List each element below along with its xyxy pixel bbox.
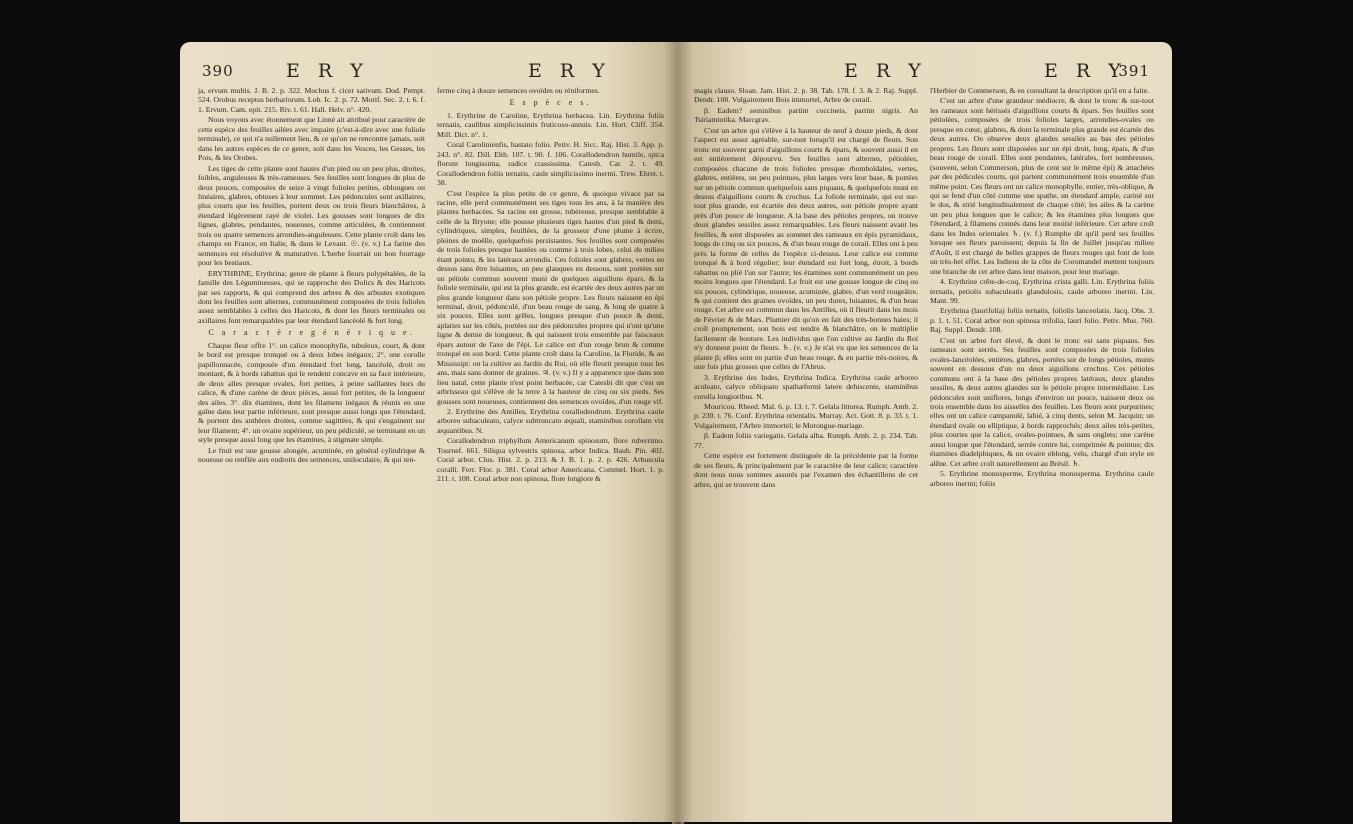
- paragraph: 3. Erythrine des Indes, Erythrina Indica. Erythrina caule arboreo aculeato, calyce obliquato spathæformi latere dehiscente, staminibus corolla longioribus. N.: [694, 372, 918, 401]
- paragraph: ferme cinq à douze semences ovoïdes ou réniformes.: [437, 86, 600, 95]
- paragraph: Erythrina (laurifolia) foliis ternatis, foliolis lanceolatis. Jacq. Obs. 3. p. 1. t. 51. Coral arbor non spinosa trifolia, lauri folio. Petiv. Mus. 760. Raj. Suppl. Dendr. 108.: [930, 306, 1154, 335]
- paragraph: C'est un arbre d'une grandeur médiocre, & dont le tronc & sur-tout les rameaux sont hérissés d'aiguillons courts & épars. Ses feuilles sont pétiolées, composées de trois folioles larges, arrondies-ovales ou presque en cœur, glabres, & dont la terminale plus grande est écartée des deux autres. On observe deux glandes sessiles au bas des pétioles propres. Les fleurs sont disposées sur un épi droit, long, épais, & d'un beau rouge de corail. Elles sont pendantes, latérales, fort nombreuses, (souvent, selon Commerson, plus de cent sur le même épi) & attachées par des pédicules courts, qui partent communément trois ensemble d'un même point. Ces fleurs ont un calice monophylle, entier, très-oblique, & qui se fend d'un côté comme une spathe, un étendard ample, cariné sur le dos, & strié longitudinalement de chaque côté; les ailes & la carène un peu plus longues que le calice; & les étamines plus longues que l'étendard, à filamens connés dans leur moitié inférieure. Cet arbre croît dans les Indes orientales ♄. (v. f.) Rumphe dit qu'il perd ses feuilles lorsque ses fleurs paroissent; depuis la fin de Juillet jusqu'au milieu d'Août, il est chargé de belles grappes de fleurs rouges qui font de loin un très-bel effet. Les Indiens de la côte de Coromandel mettent toujours une branche de cet arbre dans leur maison, pour leur mariage.: [930, 96, 1154, 276]
- paragraph: Chaque fleur offre 1°. un calice monophylle, tubuleux, court, & dont le bord est presque tronqué ou à deux lobes inégaux; 2°. une corolle papillonnacée, composée d'un étendard fort long, lancéolé, droit ou montant, & à bords rabattus qui le rendent concave en sa face intérieure, de deux ailes presque ovales, fort petites, à peine saillantes hors du calice, & d'une carène de deux pièces, aussi fort petites, de la longueur des ailes. 3°. dix étamines, dont les filamens inégaux & réunis en une gaîne dans leur partie inférieure, sont presque aussi longs que l'étendard, & portent des anthères droites, comme sagittées, & qui s'engainent sur leur filament; 4°. un ovaire supérieur, un peu pédiculé, se terminant en un style presque aussi long que les étamines, à stigmate simple.: [198, 340, 425, 445]
- left-page: [180, 42, 678, 822]
- paragraph: ja, ervum multis. J. B. 2. p. 322. Mochus f. cicer sativum. Dod. Pempt. 524. Orobus receptus herbariorum. Lob. Ic. 2. p. 72. Morif. Sec. 2. t. 6. f. 1. Ervum. Cam. epit. 215. Riv. t. 61. Hall. Helv. n°. 420.: [198, 86, 425, 114]
- paragraph: Mouricou. Rheed. Mal. 6. p. 13. t. 7. Gelala littorea. Rumph. Amb. 2. p. 230. t. 76. Conf. Erythrina orientalis. Murray. Act. Gott. 8. p. 33. t. 1. Vulgairement, l'Arbre immortel; le Morongue-mariage.: [694, 401, 918, 430]
- paragraph: magis clauso. Sloan. Jam. Hist. 2. p. 38. Tab. 178. f. 3. & 2. Raj. Suppl. Dendr. 108. Vulgairement Bois immortel, Arbre de corail.: [694, 86, 918, 105]
- paragraph: β. Eadem? seminibus partim coccineis, partim nigris. An Tsiriamtotika. Marcgrav.: [694, 105, 918, 125]
- page-number-right: 391: [1118, 62, 1150, 80]
- section-heading: C a r a c t è r e g é n é r i q u e.: [208, 328, 415, 338]
- page-number-left: 390: [202, 62, 234, 80]
- paragraph: β. Eadem foliis variegatis. Gelala alba. Rumph. Amb. 2. p. 234. Tab. 77.: [694, 431, 918, 450]
- running-head: E R Y: [286, 60, 369, 82]
- paragraph: Les tiges de cette plante sont hautes d'un pied ou un peu plus, droites, foibles, anguleuses & très-rameuses. Ses feuilles sont longues de plus de deux pouces, composées de seize à vingt folioles petites, oblongues ou linéaires, glabres, obtuses à leur sommet. Les pédoncules sont axillaires, plus courts que les feuilles, portent deux ou trois fleurs blanchâtres, à étendard légèrement rayé de violet. Les gousses sont longues de dix lignes, glabres, pendantes, noueuses, comme articulées, & contiennent trois ou quatre semences arrondies-anguleuses. Cette plante croît dans les champs en France, en Italie, & dans le Levant. ☉. (v. v.) La farine des semences est résolutive & maturative. L'herbe fourrait un bon fourrage pour les bestiaux.: [198, 163, 425, 268]
- paragraph: l'Herbier de Commerson, & en consultant la description qu'il en a faite.: [930, 86, 1150, 95]
- left-page-header: [198, 60, 664, 86]
- paragraph: 4. Erythrine crête-de-coq, Erythrina crista galli. Lin. Erythrina foliis ternatis, petiolis subaculeatis glandulosis, caule arboreo inermi. Lin. Mant. 99.: [930, 277, 1154, 305]
- section-heading: E s p è c e s.: [509, 98, 592, 108]
- paragraph: Corallodendron triphyllum Americanum spinosum, flore ruberrimo. Tournef. 661. Siliqua sylvestris spinosa, arbor Indica. Bauh. Pin. 402. Coral arbor. Clus. Hist. 2. p. 213. & J. B. 1. p. 2. p. 426. Arbuscula coralli. Ferr. Flor. p. 381. Coral arbor Americana. Commel. Hort. 1. p. 211. t. 108. Coral arbor non spinosa, flore longiore &: [437, 436, 664, 484]
- text-column: [694, 86, 918, 816]
- right-page-header: [694, 60, 1154, 86]
- paragraph: C'est l'espèce la plus petite de ce genre, & quoique vivace par sa racine, elle perd communément ses tiges tous les ans, à la manière des plantes herbacées. Sa racine est grosse, tubéreuse, presque semblable à celle de la Bryone; elle pousse plusieurs tiges hautes d'un pied & demi, cylindriques, simples, feuillées, de la grosseur d'une plume à écrire, pleines de moëlle, quelquefois persistantes. Ses feuilles sont composées de trois folioles presque hastées ou comme à trois lobes, celui du milieu étant pointu, & les latéraux arrondis. Ces folioles sont glabres, vertes en dessus sans être luisantes, un peu glauques en dessous, sont portées sur un pétiole commun souvent muni de quelques aiguillons épars, & la foliole terminale, qui est la plus grande, est écartée des deux autres par un plus grande longueur dans son pétiole propre. Les fleurs naissent en épi terminal, droit, pédonculé, d'un beau rouge de sang, & long de quatre à six pouces. Elles sont grêles, longues presque d'un pouce & demi, aplaties sur les côtés, portées sur des pédoncules propres qui n'ont qu'une ligne & demie de longueur, & qui naissent trois ensemble par faisceaux épars autour de l'axe de l'épi. Le calice est d'un rouge brun & comme tronqué en son bord. Cette plante croît dans la Caroline, la Floride, & au Mississipi: on la cultive au Jardin du Roi, où elle fleurit presque tous les ans, mais sans donner de graines. ♃. (v. v.) Il y a apparence que dans son lieu natal, cette plante n'est point herbacée, car Catesbi dit que c'est un arbrisseau qui s'élève de la terre à la hauteur de cinq ou six pieds. Ses gousses sont noueuses, contiennent des semences ovoïdes, d'un rouge vif.: [437, 188, 664, 406]
- text-column: [437, 86, 664, 816]
- running-head: E R Y: [528, 60, 611, 82]
- paragraph: C'est un arbre qui s'élève à la hauteur de neuf à douze pieds, & dont l'aspect est assez agréable, sur-tout lorsqu'il est chargé de fleurs. Son tronc est souvent garni d'aiguillons courts & épars, & souvent aussi il en est entièrement dépourvu. Ses feuilles sont alternes, pétiolées, composées chacune de trois folioles presque rhomboïdales, vertes, glabres, entières, un peu pointues, plus larges vers leur base, & portées sur un pétiole commun quelquefois sans piquans, & quelquefois muni en dessus d'aiguillons courts & crochus. La foliole terminale, qui est sur-tout plus grande, est écartée des deux autres, son pétiole propre ayant près d'un pouce de longueur. A la base des pétioles propres, on trouve deux glandes sessiles assez remarquables. Les fleurs naissent avant les feuilles, & sont disposées au sommet des rameaux en épis pyramidaux, longs de cinq ou six pouces, & d'un beau rouge de corail. Elles ont à peu près la forme de celles de l'espèce ci-dessus. Leur calice est comme tronqué & à bord régulier; leur étendard est fort long, étroit, à bords rabattus ou plié l'un sur l'autre; les étamines sont communément un peu moins longues que l'étendard. Le fruit est une gousse longue de cinq ou six pouces, cylindrique, noueuse, acuminée, glabre, d'un verd rougeâtre, & qui contient des graines ovoïdes, un peu dures, luisantes, & d'un beau rouge. Cet arbre est commun dans les Antilles, où il fleurit dans les mois de Février & de Mars. Plumier dit qu'on en fait des très-bonnes haies; il croît promptement, son bois est tendre & blanchâtre, on le multiplie facilement de bouture. Les individus que l'on cultive au Jardin du Roi n'y donnent point de fleurs. ♄. (v. v.) Je n'ai vu que les semences de la plante β; elles sont en partie d'un beau rouge, & en partie très-noires, & une fois plus grosses que celles de l'Abrus.: [694, 125, 918, 372]
- paragraph: Nous voyons avec étonnement que Linné ait attribué pour caractère de cette espèce des feuilles ailées avec impaire (c'est-à-dire avec une foliole terminale), ce qui n'a nullement lieu, & ce qu'on ne rencontre jamais, soit dans les autres espèces de ce genre, soit dans les Vesces, les Gesses, les Pois, & les Orobes.: [198, 115, 425, 163]
- running-head: E R Y: [844, 60, 927, 82]
- paragraph: 2. Erythrine des Antilles, Erythrina corallodendrum. Erythrina caule arboreo subaculeato, calyce subtruncato æquali, staminibus corollam vix æquantibus. N.: [437, 406, 664, 435]
- right-page: [678, 42, 1172, 822]
- paragraph: 5. Erythrine monosperme, Erythrina monosperma. Erythrina caule arboreo inermi; foliis: [930, 469, 1154, 488]
- paragraph: Cette espèce est fortement distinguée de la précédente par la forme de ses fleurs, & principalement par le caractère de leur calice; caractère dont nous nous sommes assurés par l'examen des échantillons de cet arbre, qui se trouvent dans: [694, 451, 918, 489]
- text-column: [930, 86, 1154, 816]
- paragraph: Coral Carolinienfis, hastato folio. Petiv. H. Sicc. Raj. Hist. 3. App. p. 243. n°. 82. Dill. Elth. 107. t. 90. f. 106. Corallodendron humile, spica florum longissima, radice crassissima. Catesb. Car. 2. t. 49. Corallodendron foliis ternatis, caule simplicissimo inermi. Trew. Ehret. t. 38.: [437, 140, 664, 188]
- paragraph: 1. Erythrine de Caroline, Erythrina herbacea. Lin. Erythrina foliis ternatis, caulibus simplicissimis fruticoso-annuis. Lin. Hort. Cliff. 354. Mill. Dict. n°. 1.: [437, 110, 664, 139]
- paragraph: ERYTHRINE, Erythrina; genre de plante à fleurs polypétalées, de la famille des Légumineuses, qui se rapproche des Dolics & des Haricots par ses rapports, & qui comprend des arbres & des arbustes exotiques dont les feuilles sont alternes, communément composées de trois folioles assez semblables à celles des Haricots, & dont les fleurs terminales ou axillaires font remarquables par leur étendard lancéolé & fort long.: [198, 268, 425, 325]
- text-column: [198, 86, 425, 816]
- running-head: E R Y: [1044, 60, 1127, 82]
- paragraph: C'est un arbre fort élevé, & dont le tronc est sans piquans. Ses rameaux sont serrés. Ses feuilles sont composées de trois folioles ovales-lancéolées, entières, glabres, portées sur de longs pétioles, munis souvent en dessous d'un ou deux aiguillons crochus. Ces pétioles communs ont à la base des pétioles propres latéraux, deux glandes sessiles, & deux autres glandes sur le pétiole propre intermédiaire. Les pédoncules sont uniflores, longs d'environ un pouce, naissent deux ou trois ensemble dans les aisselles des feuilles. Les fleurs sont purpurines; elles ont un calice campanulé, labié, à cinq dents, selon M. Jacquin; un étendard ovale ou elliptique, à bords rapprochés; deux ailes très-petites, plus courtes que la calice, ovales-pointues, & sans onglets; une carène aussi longue que l'étendard, serrée contre lui, comprimée & pointue; dix étamines diadelphiques, & un ovaire oblong, velu, chargé d'un style en alêne. Cet arbre croît naturellement au Brésil. ♄.: [930, 335, 1154, 468]
- paragraph: Le fruit est une gousse alongée, acuminée, en général cylindrique & noueuse ou renflée aux endroits des semences, uniloculaire, & qui ren-: [198, 445, 425, 465]
